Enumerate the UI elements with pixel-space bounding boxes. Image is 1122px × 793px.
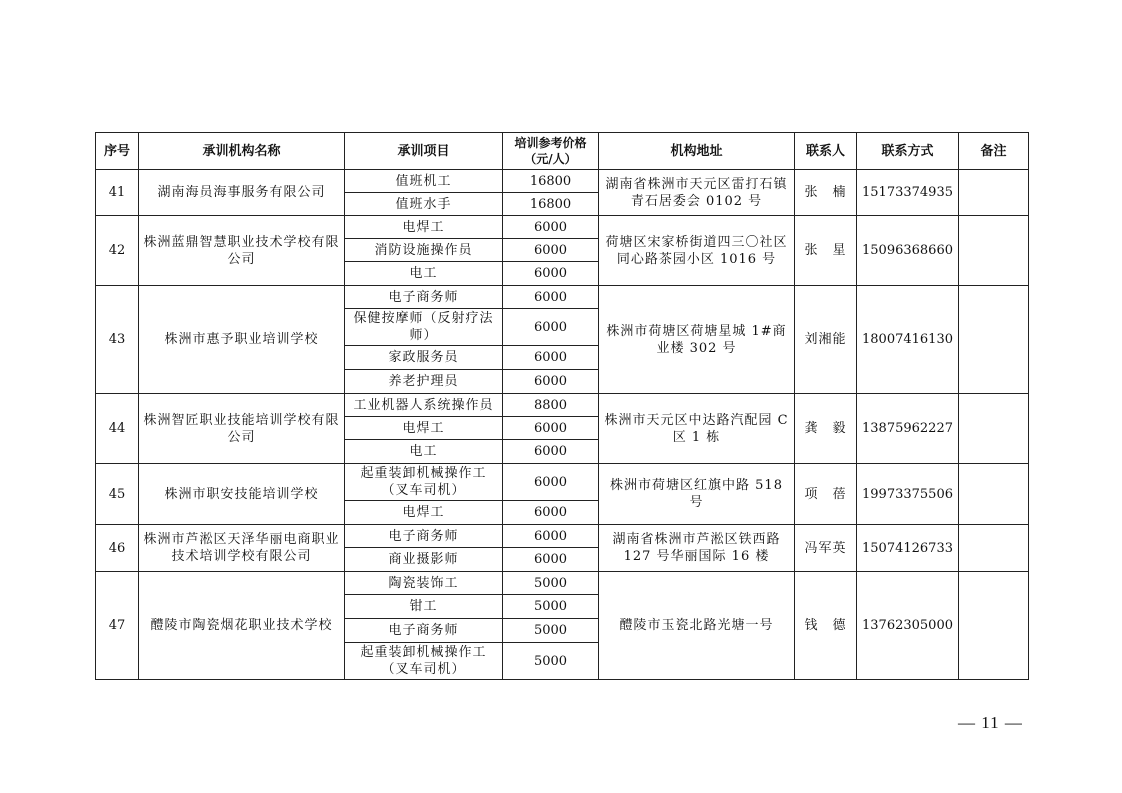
price-cell: 5000 xyxy=(503,643,599,680)
address-cell: 湖南省株洲市芦淞区铁西路 127 号华丽国际 16 楼 xyxy=(599,525,795,572)
project-cell: 值班机工 xyxy=(345,170,503,193)
project-cell: 陶瓷装饰工 xyxy=(345,572,503,595)
address-cell: 株洲市荷塘区红旗中路 518 号 xyxy=(599,464,795,525)
phone-cell: 15096368660 xyxy=(857,216,959,286)
phone-cell: 18007416130 xyxy=(857,286,959,394)
address-cell: 荷塘区宋家桥街道四三〇社区同心路茶园小区 1016 号 xyxy=(599,216,795,286)
project-cell: 商业摄影师 xyxy=(345,548,503,572)
header-contact: 联系人 xyxy=(795,133,857,170)
seq-cell: 45 xyxy=(96,464,139,525)
header-seq: 序号 xyxy=(96,133,139,170)
price-cell: 6000 xyxy=(503,286,599,309)
seq-cell: 41 xyxy=(96,170,139,216)
price-cell: 6000 xyxy=(503,309,599,346)
contact-cell: 张 星 xyxy=(795,216,857,286)
project-cell: 保健按摩师（反射疗法师） xyxy=(345,309,503,346)
seq-cell: 43 xyxy=(96,286,139,394)
project-cell: 电工 xyxy=(345,262,503,286)
contact-cell: 项 蓓 xyxy=(795,464,857,525)
contact-cell: 冯军英 xyxy=(795,525,857,572)
table-row xyxy=(96,170,1029,193)
project-cell: 养老护理员 xyxy=(345,370,503,394)
header-address: 机构地址 xyxy=(599,133,795,170)
org-name-cell: 株洲智匠职业技能培训学校有限公司 xyxy=(139,394,345,464)
project-cell: 电子商务师 xyxy=(345,619,503,643)
note-cell xyxy=(959,170,1029,216)
header-org: 承训机构名称 xyxy=(139,133,345,170)
header-row xyxy=(96,133,1029,170)
table-row xyxy=(96,216,1029,239)
contact-cell: 刘湘能 xyxy=(795,286,857,394)
project-cell: 电子商务师 xyxy=(345,525,503,548)
org-name-cell: 株洲市职安技能培训学校 xyxy=(139,464,345,525)
phone-cell: 13762305000 xyxy=(857,572,959,680)
contact-cell: 钱 德 xyxy=(795,572,857,680)
price-cell: 16800 xyxy=(503,170,599,193)
price-cell: 6000 xyxy=(503,501,599,525)
address-cell: 株洲市天元区中达路汽配园 C 区 1 栋 xyxy=(599,394,795,464)
project-cell: 值班水手 xyxy=(345,193,503,216)
org-name-cell: 株洲蓝鼎智慧职业技术学校有限公司 xyxy=(139,216,345,286)
contact-cell: 龚 毅 xyxy=(795,394,857,464)
header-phone: 联系方式 xyxy=(857,133,959,170)
address-cell: 醴陵市玉瓷北路光塘一号 xyxy=(599,572,795,680)
table-body xyxy=(96,170,1029,680)
project-cell: 电焊工 xyxy=(345,216,503,239)
note-cell xyxy=(959,286,1029,394)
phone-cell: 19973375506 xyxy=(857,464,959,525)
price-cell: 6000 xyxy=(503,440,599,464)
project-cell: 电子商务师 xyxy=(345,286,503,309)
address-cell: 湖南省株洲市天元区雷打石镇青石居委会 0102 号 xyxy=(599,170,795,216)
note-cell xyxy=(959,216,1029,286)
org-name-cell: 株洲市芦淞区天泽华丽电商职业技术培训学校有限公司 xyxy=(139,525,345,572)
note-cell xyxy=(959,572,1029,680)
table-row xyxy=(96,525,1029,548)
page-number: — 11 — xyxy=(958,713,1023,732)
org-name-cell: 湖南海员海事服务有限公司 xyxy=(139,170,345,216)
training-institutions-table xyxy=(95,132,1029,680)
phone-cell: 15173374935 xyxy=(857,170,959,216)
project-cell: 钳工 xyxy=(345,595,503,619)
price-cell: 6000 xyxy=(503,548,599,572)
seq-cell: 42 xyxy=(96,216,139,286)
seq-cell: 46 xyxy=(96,525,139,572)
contact-cell: 张 楠 xyxy=(795,170,857,216)
table-row xyxy=(96,572,1029,595)
table-row xyxy=(96,286,1029,309)
header-price: 培训参考价格（元/人） xyxy=(503,133,599,170)
price-cell: 6000 xyxy=(503,417,599,440)
address-cell: 株洲市荷塘区荷塘星城 1#商业楼 302 号 xyxy=(599,286,795,394)
price-cell: 5000 xyxy=(503,595,599,619)
price-cell: 6000 xyxy=(503,525,599,548)
table-row xyxy=(96,464,1029,501)
project-cell: 工业机器人系统操作员 xyxy=(345,394,503,417)
project-cell: 消防设施操作员 xyxy=(345,239,503,262)
project-cell: 电工 xyxy=(345,440,503,464)
price-cell: 6000 xyxy=(503,464,599,501)
header-project: 承训项目 xyxy=(345,133,503,170)
phone-cell: 15074126733 xyxy=(857,525,959,572)
org-name-cell: 株洲市惠予职业培训学校 xyxy=(139,286,345,394)
price-cell: 8800 xyxy=(503,394,599,417)
note-cell xyxy=(959,464,1029,525)
project-cell: 电焊工 xyxy=(345,417,503,440)
price-cell: 6000 xyxy=(503,370,599,394)
project-cell: 家政服务员 xyxy=(345,346,503,370)
seq-cell: 44 xyxy=(96,394,139,464)
project-cell: 起重装卸机械操作工（叉车司机） xyxy=(345,643,503,680)
price-cell: 5000 xyxy=(503,619,599,643)
project-cell: 电焊工 xyxy=(345,501,503,525)
price-cell: 6000 xyxy=(503,262,599,286)
price-cell: 6000 xyxy=(503,216,599,239)
price-cell: 16800 xyxy=(503,193,599,216)
price-cell: 5000 xyxy=(503,572,599,595)
phone-cell: 13875962227 xyxy=(857,394,959,464)
org-name-cell: 醴陵市陶瓷烟花职业技术学校 xyxy=(139,572,345,680)
header-note: 备注 xyxy=(959,133,1029,170)
table-row xyxy=(96,394,1029,417)
project-cell: 起重装卸机械操作工（叉车司机） xyxy=(345,464,503,501)
note-cell xyxy=(959,525,1029,572)
price-cell: 6000 xyxy=(503,346,599,370)
seq-cell: 47 xyxy=(96,572,139,680)
note-cell xyxy=(959,394,1029,464)
price-cell: 6000 xyxy=(503,239,599,262)
